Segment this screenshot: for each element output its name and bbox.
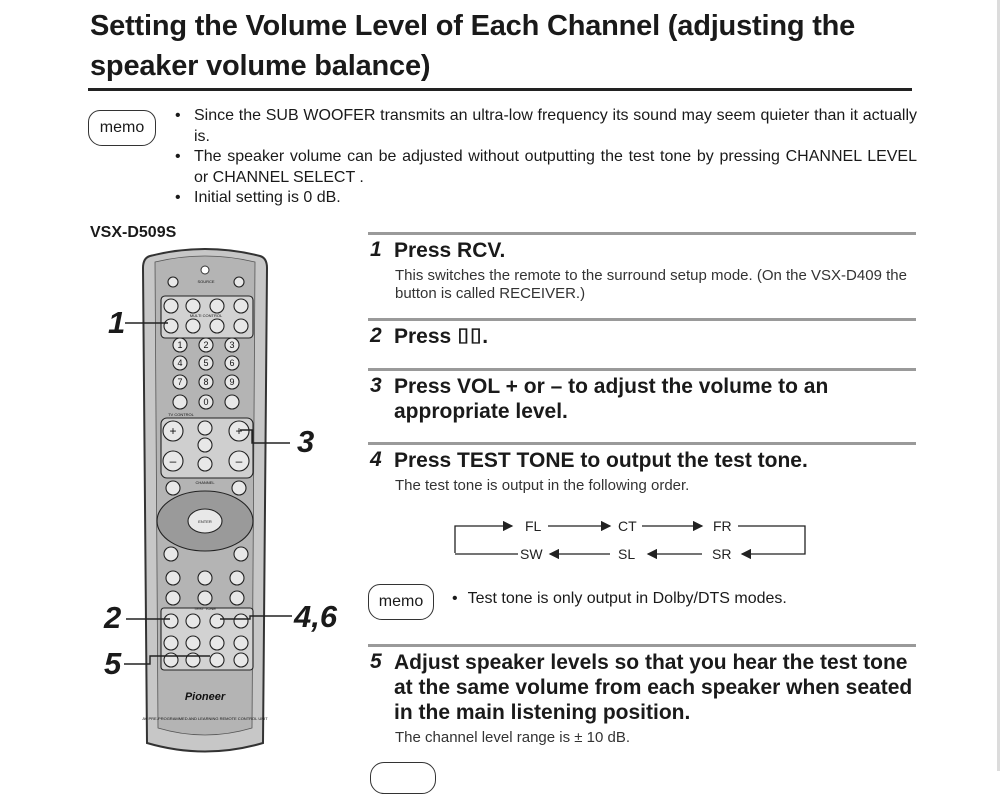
callout-2: 2: [104, 600, 122, 635]
svg-text:2: 2: [203, 340, 209, 350]
step-heading: Press TEST TONE to output the test tone.: [394, 449, 808, 472]
step-heading: Press RCV.: [394, 239, 506, 262]
callout-3: 3: [297, 424, 315, 459]
remote-channel-label: CHANNEL: [195, 480, 215, 485]
step-heading: Press ⌷⌷.: [394, 325, 489, 348]
step-number: 1: [370, 238, 382, 261]
svg-text:0: 0: [203, 397, 209, 407]
svg-text:–: –: [235, 454, 243, 468]
remote-tv-control-label: TV CONTROL: [168, 412, 194, 417]
step-heading: Adjust speaker levels so that you hear the test tone at the same volume from each speaker when seated in the main listening position.: [394, 651, 913, 724]
step-description: This switches the remote to the surround setup mode. (On the VSX-D409 the button is called RECEIVER.): [395, 267, 907, 302]
tone-ct: CT: [618, 518, 637, 534]
memo-bullet: • The speaker volume can be adjusted without outputting the test tone by pressing CHANNEL LEVEL or CHANNEL SELECT .: [172, 147, 917, 188]
remote-source-label: SOURCE: [197, 279, 215, 284]
remote-brand-logo: Pioneer: [184, 691, 226, 703]
svg-text:7: 7: [177, 377, 183, 387]
svg-text:6: 6: [229, 358, 235, 368]
step-description: The test tone is output in the following order.: [395, 477, 690, 494]
page-title: Setting the Volume Level of Each Channel (adjusting the speaker volume balance): [90, 10, 856, 82]
svg-text:3: 3: [229, 340, 235, 350]
svg-text:9: 9: [229, 377, 235, 387]
step-description: The channel level range is ± 10 dB.: [395, 729, 631, 746]
step-number: 4: [370, 448, 382, 471]
tone-sr: SR: [712, 546, 732, 562]
tone-sl: SL: [618, 546, 636, 562]
tone-fl: FL: [525, 518, 542, 534]
memo-bullet: • Since the SUB WOOFER transmits an ultra-low frequency its sound may seem quieter than it actually is.: [172, 106, 917, 147]
step-heading: Press VOL + or – to adjust the volume to an appropriate level.: [394, 375, 829, 423]
svg-text:–: –: [169, 454, 177, 468]
tone-sw: SW: [520, 546, 543, 562]
svg-text:+: +: [169, 424, 177, 438]
svg-text:4: 4: [177, 358, 183, 368]
callout-5: 5: [104, 646, 122, 681]
svg-text:8: 8: [203, 377, 209, 387]
step-number: 5: [370, 650, 382, 673]
remote-multi-control-label: MULTI CONTROL: [189, 313, 223, 318]
remote-test-tone-label: TEST TONE: [193, 606, 217, 611]
memo-label: memo: [99, 119, 145, 136]
svg-text:+: +: [235, 424, 243, 438]
svg-text:5: 5: [203, 358, 209, 368]
svg-text:1: 1: [177, 340, 183, 350]
step-number: 2: [370, 324, 382, 347]
memo-bullet: • Initial setting is 0 dB.: [172, 188, 917, 209]
memo-label: memo: [378, 593, 424, 610]
model-name: VSX-D509S: [90, 224, 177, 241]
step-number: 3: [370, 374, 382, 397]
callout-4-6: 4,6: [294, 599, 338, 634]
test-tone-note: • Test tone is only output in Dolby/DTS modes.: [452, 590, 787, 608]
remote-caption: AV PRE-PROGRAMMED AND LEARNING REMOTE CONTROL UNIT: [142, 716, 268, 721]
tone-fr: FR: [713, 518, 732, 534]
remote-enter-label: ENTER: [198, 519, 212, 524]
callout-1: 1: [108, 305, 126, 340]
